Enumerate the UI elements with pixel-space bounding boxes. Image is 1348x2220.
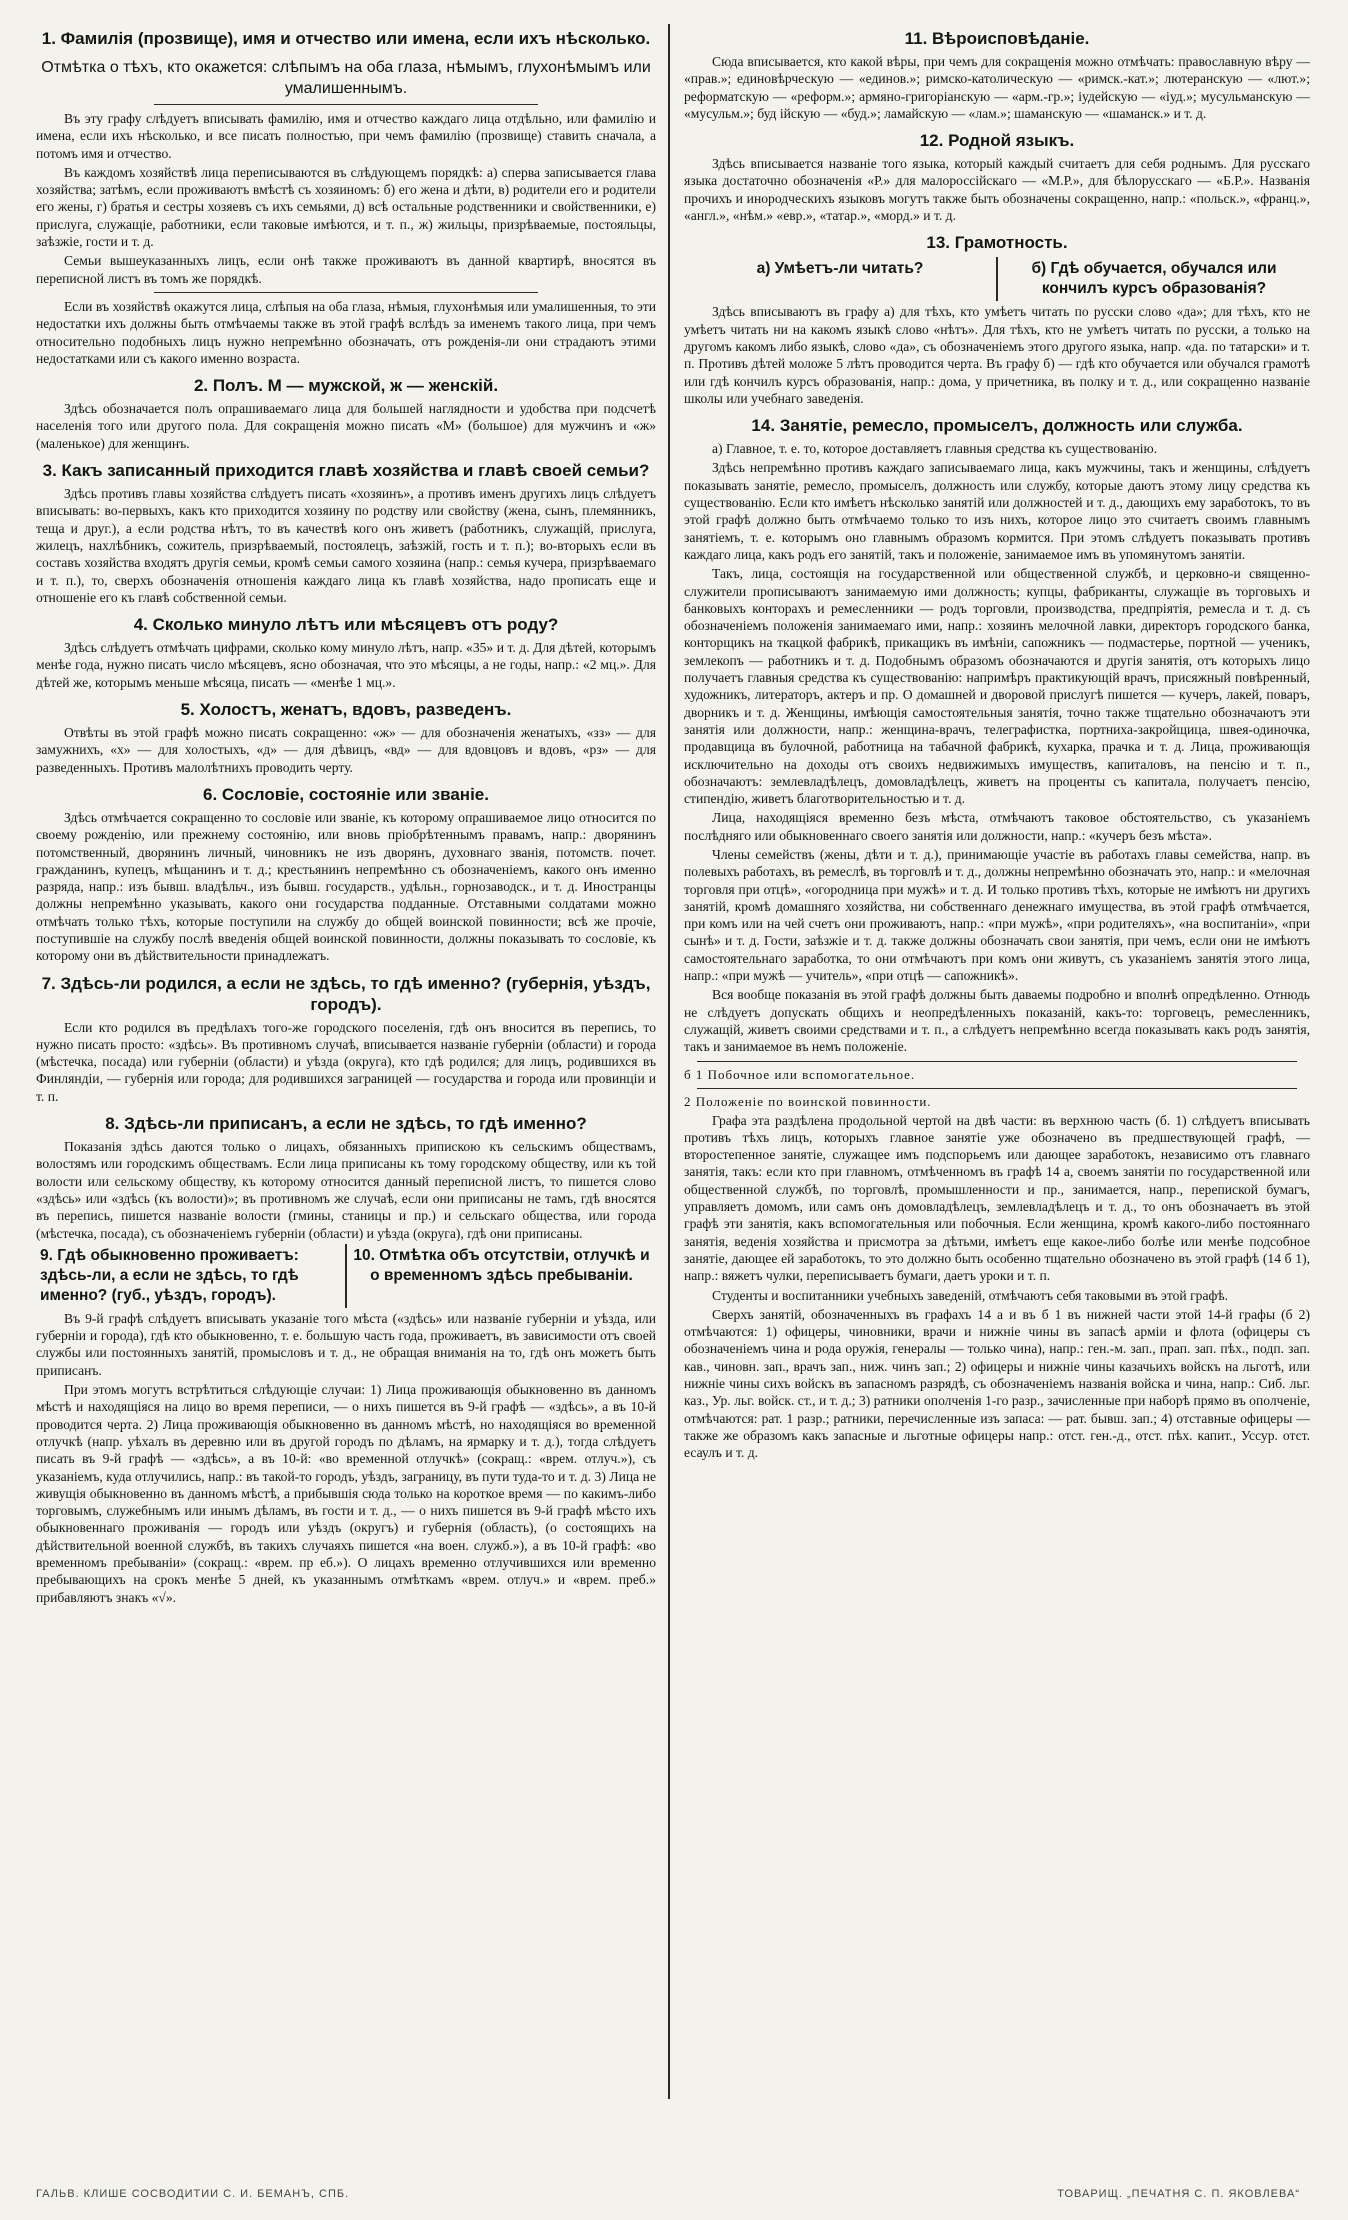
- section-14-paragraph: Лица, находящіяся временно безъ мѣста, отмѣчаютъ таковое обстоятельство, съ указаніемъ послѣдняго или обыкновеннаго своего занятія или должности, напр.: «кучеръ безъ мѣста».: [684, 810, 1310, 843]
- section-13-columns: [684, 257, 1310, 301]
- section-3-title: 3. Какъ записанный приходится главѣ хозяйства и главѣ своей семьи?: [42, 461, 650, 481]
- section-10-title: 10. Отмѣтка объ отсутствіи, отлучкѣ и о временномъ здѣсь пребываніи.: [353, 1246, 650, 1284]
- section-5-title: 5. Холостъ, женатъ, вдовъ, разведенъ.: [180, 700, 512, 720]
- section-12-paragraph: Здѣсь вписывается названіе того языка, который каждый считаетъ для себя роднымъ. Для русскаго языка достаточно обозначенія «Р.» для малороссійскаго — «М.Р.», для бѣлорусскаго — «Б.Р.». Названія прочихъ и инородческихъ языковъ могутъ также быть обозначены сокращенно, напр.: «польск.», «франц.», «англ.», «нѣм.» «евр.», «татар.», «морд.» и т. д.: [684, 156, 1310, 224]
- section-4-paragraph: Здѣсь слѣдуетъ отмѣчать цифрами, сколько кому минуло лѣтъ, напр. «35» и т. д. Для дѣтей, которымъ менѣе года, нужно писать число мѣсяцевъ, ясно обозначая, что это мѣсяцы, а не годы, напр.: «2 мц.». Для дѣтей же, которымъ меньше мѣсяца, писать — «менѣе 1 мц.».: [36, 640, 656, 690]
- section-1-paragraph: Семьи вышеуказанныхъ лицъ, если онѣ также проживаютъ въ данной квартирѣ, вносятся въ переписной листъ въ томъ же порядкѣ.: [36, 253, 656, 286]
- section-1-paragraph: Въ эту графу слѣдуетъ вписывать фамилію, имя и отчество каждаго лица отдѣльно, или фамилію и имена, если ихъ нѣсколько, и все писать полностью, при чемъ фамилію (прозвище) ставить сначала, а потомъ имя и отчество.: [36, 111, 656, 161]
- section-13-paragraph: Здѣсь вписываютъ въ графу а) для тѣхъ, кто умѣетъ читать по русски слово «да»; для тѣхъ, кто не умѣетъ читать ни на какомъ языкѣ слово «нѣтъ». Для тѣхъ, кто не умѣетъ читать по русски, а только на другомъ какомъ либо языкѣ, слово «да», съ обозначеніемъ этого другого языка, напр. «да. по татарски» и т. п. Противъ дѣтей моложе 5 лѣтъ проводится черта. Въ графу б) — гдѣ кто обучается или обучался грамотѣ или гдѣ кончилъ курсъ образованія, напр.: дома, у причетника, въ полку и т. д., или сокращенно названіе школы или учебнаго заведенія.: [684, 304, 1310, 406]
- section-8-paragraph: Показанія здѣсь даются только о лицахъ, обязанныхъ припискою къ сельскимъ обществамъ, волостямъ или городскимъ обществамъ. Если лица приписаны къ тому городскому обществу, или къ той волости или сельскому обществу, къ которому относится данный переписной листъ, то пишется слово «здѣсь» или «здѣсь (къ волости)»; въ противномъ же случаѣ, если они приписаны не тамъ, гдѣ вносятся въ перепись, пишется названіе волости (гмины, станицы и пр.) и сельскаго общества, или города (мѣстечка, посада), съ обозначеніемъ губерніи (области) и уѣзда (округа), гдѣ они приписаны.: [36, 1139, 656, 1241]
- section-divider: [697, 1088, 1298, 1089]
- section-14-title: 14. Занятіе, ремесло, промыселъ, должность или служба.: [751, 416, 1243, 436]
- section-14-b1-heading: б 1 Побочное или вспомогательное.: [684, 1066, 916, 1082]
- section-14-b2-heading: 2 Положеніе по воинской повинности.: [684, 1093, 932, 1109]
- section-1-paragraph: Если въ хозяйствѣ окажутся лица, слѣпыя на оба глаза, нѣмыя, глухонѣмыя или умалишенныя, то эти недостатки ихъ должны быть отмѣчаемы также въ этой графѣ вслѣдъ за именемъ такого лица, при чемъ относительно подобныхъ лицъ нужно непремѣнно обозначать, отъ рожденія-ли они страдаютъ этими недостатками или съ какого именно возраста.: [36, 298, 656, 366]
- column-divider: [668, 24, 670, 2099]
- section-1-subtitle: Отмѣтка о тѣхъ, кто окажется: слѣпымъ на оба глаза, нѣмымъ, глухонѣмымъ или умалишеннымъ.: [41, 59, 651, 97]
- right-column: [684, 20, 1310, 2135]
- section-14-subtitle: а) Главное, т. е. то, которое доставляетъ главныя средства къ существованію.: [712, 441, 1158, 457]
- section-8-title: 8. Здѣсь-ли приписанъ, а если не здѣсь, то гдѣ именно?: [105, 1114, 587, 1134]
- section-9-paragraph: При этомъ могутъ встрѣтиться слѣдующіе случаи: 1) Лица проживающія обыкновенно въ данномъ мѣстѣ и находящіяся на лицо во время переписи, — о нихъ пишется въ 9-й графѣ — «здѣсь», а въ 10-й проводится черта. 2) Лица проживающія обыкновенно въ данномъ мѣстѣ, но находящіяся во временной отлучкѣ (напр. уѣхалъ въ деревню или въ другой городъ по дѣламъ, на ярмарку и т. д.), тогда слѣдуетъ писать въ 9-й графѣ — «здѣсь», а въ 10-й: «во временной отлучкѣ» (сокращ.: «врем. отлуч.»), съ указаніемъ, куда отлучились, напр.: въ такой-то городъ, уѣздъ, заграницу, въ пути туда-то и т. д. 3) Лица не живущія обыкновенно въ данномъ мѣстѣ, а прибывшія сюда только на короткое время — по какимъ-либо торговымъ, служебнымъ или инымъ дѣламъ, въ гости и т. д., — о нихъ пишется въ 9-й графѣ мѣсто ихъ обыкновеннаго проживанія — городъ или уѣздъ (округъ) и губернія (область), (о состоящихъ на дѣйствительной военной службѣ, въ такихъ случаяхъ пишется «на воен. служб.»), а въ 10-й графѣ: «во временномъ пребываніи» (сокращ.: «врем. пр еб.»). О лицахъ временно отлучившихся или временно пребывающихъ на срокъ менѣе 5 дней, къ указаннымъ отмѣткамъ «врем. отлуч.» и «врем. преб.» прибавляютъ знакъ «√».: [36, 1382, 656, 1605]
- section-2-title: 2. Полъ. М — мужской, ж — женскій.: [193, 376, 499, 396]
- section-5-paragraph: Отвѣты въ этой графѣ можно писать сокращенно: «ж» — для обозначенія женатыхъ, «зз» — для замужнихъ, «х» — для холостыхъ, «д» — для дѣвицъ, «вд» — для вдовцовъ и вдовъ, «рз» — для разведенныхъ. Противъ малолѣтнихъ проводить черту.: [36, 725, 656, 775]
- section-7-title: 7. Здѣсь-ли родился, а если не здѣсь, то гдѣ именно? (губернія, уѣздъ, городъ).: [41, 973, 651, 1014]
- section-6-paragraph: Здѣсь отмѣчается сокращенно то сословіе или званіе, къ которому опрашиваемое лицо относится по своему рожденію, или прежнему состоянію, или вновь пріобрѣтеннымъ правамъ, напр.: дворянинъ потомственный, дворянинъ личный, чиновникъ не изъ дворянъ, духовнаго званія, потомств. почет. гражданинъ, купецъ, мѣщанинъ и т. д.; крестьянинъ непремѣнно съ обозначеніемъ, какого онъ именно разряда, напр.: изъ бывш. владѣльч., изъ бывш. государств., удѣльн., горнозаводск., и т. д. Иностранцы должны непремѣнно указывать, какого они государства подданные. Отставными солдатами можно отмѣчать только тѣхъ, которые поступили на службу до общей воинской повинности; всѣ же прочіе, поступившіе на службу послѣ введенія общей воинской повинности, должны показывать то сословіе, къ которому они въ дѣйствительности принадлежатъ.: [36, 809, 656, 964]
- section-4-title: 4. Сколько минуло лѣтъ или мѣсяцевъ отъ роду?: [133, 615, 559, 635]
- section-divider: [697, 1061, 1298, 1062]
- section-14-paragraph: Сверхъ занятій, обозначенныхъ въ графахъ 14 а и въ б 1 въ нижней части этой 14-й графы (б 2) отмѣчаются: 1) офицеры, чиновники, врачи и нижніе чины въ запасѣ арміи и флота (офицеры съ обозначеніемъ чина и рода оружія, генералы — только чина), напр.: ген.-м. зап., прап. зап. пѣх., подп. зап. кав., чиновн. зап., врачъ зап., ниж. чинъ зап.; 2) офицеры и нижніе чины казачьихъ войскъ на льготѣ, или нижніе чины сихъ войскъ въ запасномъ разрядѣ, съ обозначеніемъ названія войска и чина, напр.: Сиб. льг. каз., Ур. льг. войск. ст., и т. д.; 3) ратники ополченія 1-го разр., зачисленные при наборѣ прямо въ ополченіе, отмѣчаются: рат. 1 разр.; ратники, перечисленные изъ запаса: — рат. бывш. зап.; 4) отставные офицеры — также же образомъ какъ запасные и льготные офицеры напр.: отст. ген.-д., отст. пѣх. капит., Уссур. отст. есаулъ и т. д.: [684, 1306, 1310, 1461]
- section-3-paragraph: Здѣсь противъ главы хозяйства слѣдуетъ писать «хозяинъ», а противъ именъ другихъ лицъ слѣдуетъ вписывать: во-первыхъ, какъ кто приходится хозяину по родству или свойству (жена, сынъ, племянникъ, теща и друг.), а если родства нѣтъ, то въ качествѣ кого онъ живетъ (работникъ, служащій, прислуга, жилецъ, нахлѣбникъ, сожитель, призрѣваемый, постоялецъ, заѣзжій, гость и т. п.); во-вторыхъ если въ составъ хозяйства входятъ другія семьи, кромѣ семьи самого хозяина (напр.: семья кучера, призрѣваемаго и т. п.), то, сверхъ обозначенія отношенія каждаго лица къ главѣ хозяйства, надо прописать еще и отношеніе его къ главѣ собственной семьи.: [36, 486, 656, 605]
- section-7-paragraph: Если кто родился въ предѣлахъ того-же городского поселенія, гдѣ онъ вносится въ перепись, то нужно писать просто: «здѣсь». Въ противномъ случаѣ, вписывается названіе губерніи (области) и города (мѣстечка, посада) или губерніи (области) и уѣзда (округа), кто гдѣ родился; для лицъ, родившихся въ Финляндіи, — губернія или города; для родившихся заграницей — государства и города или провинціи и т. п.: [36, 1019, 656, 1104]
- section-14-paragraph: Графа эта раздѣлена продольной чертой на двѣ части: въ верхнюю часть (б. 1) слѣдуетъ вписывать противъ тѣхъ лицъ, которыхъ главное занятіе уже обозначено въ предшествующей графѣ, — второстепенное занятіе, служащее имъ подспорьемъ или дающее заработокъ, независимо отъ главнаго занятія, такъ: если кто при главномъ, отмѣченномъ въ графѣ 14 а, своемъ занятіи по государственной или общественной службѣ, по торговлѣ, промышленности и пр., занимается, напр., перепиской бумагъ, управляетъ домомъ, или самъ онъ домовладѣлецъ, землевладѣлецъ и т. д., то онъ обозначаетъ въ этой графѣ эти занятія, какъ вспомогательныя или побочныя. Если женщина, кромѣ какого-либо постояннаго занятія, веденія хозяйства и присмотра за дѣтьми, имѣетъ еще какое-либо болѣе или менѣе подсобное занятіе, дающее ей заработокъ, то это должно быть особенно тщательно обозначено въ этой графѣ (14 б 1), напр.: вяжетъ чулки, переписываетъ бумаги, даетъ уроки и т. п.: [684, 1112, 1310, 1284]
- section-divider: [154, 292, 538, 293]
- section-2-paragraph: Здѣсь обозначается полъ опрашиваемаго лица для большей наглядности и удобства при подсчетѣ населенія того или другого пола. Для сокращенія можно писать «М» (большое) для мужчинъ и «ж» (маленькое) для женщинъ.: [36, 401, 656, 451]
- section-13-title: 13. Грамотность.: [926, 233, 1068, 253]
- section-1-title: 1. Фамилія (прозвище), имя и отчество или имена, если ихъ нѣсколько.: [41, 29, 651, 48]
- left-column: [36, 20, 656, 2135]
- section-11-title: 11. Вѣроисповѣданіе.: [904, 29, 1090, 48]
- section-9-10-header: [36, 1244, 656, 1308]
- section-9-paragraph: Въ 9-й графѣ слѣдуетъ вписывать указаніе того мѣста («здѣсь» или названіе губерніи и уѣзда, или губерніи и города), гдѣ кто обыкновенно, т. е. большую часть года, проживаетъ, въ зависимости отъ своей службы или постоянныхъ занятій, промысловъ и т. д., не обращая вниманія на то, гдѣ онъ можетъ быть приписанъ.: [36, 1310, 656, 1378]
- section-divider: [154, 104, 538, 105]
- section-14-paragraph: Здѣсь непремѣнно противъ каждаго записываемаго лица, какъ мужчины, такъ и женщины, слѣдуетъ показывать занятіе, ремесло, промыселъ, должность или службу, которые даютъ этому лицу средства къ существованію. Если кто имѣетъ нѣсколько занятій или должностей и т. д., дающихъ ему заработокъ, то въ этой графѣ должно быть отмѣчаемо только то изъ нихъ, которое лицо это считаетъ своимъ главнымъ занятіемъ, т. е. которымъ оно главнымъ образомъ кормится. При этомъ слѣдуетъ показывать противъ каждаго лица, какъ родъ его занятій, такъ и положеніе, занимаемое имъ въ упомянутомъ занятіи.: [684, 460, 1310, 562]
- section-14-paragraph: Члены семействъ (жены, дѣти и т. д.), принимающіе участіе въ работахъ главы семейства, напр. въ полевыхъ работахъ, въ ремеслѣ, въ торговлѣ и т. д., должны непремѣнно обозначать это, напр.: и «мелочная торговля при отцѣ», «огородница при мужѣ» и т. д. И только противъ тѣхъ, которые не имѣютъ ни другихъ занятій, кромѣ домашняго хозяйства, ни собственнаго денежнаго имущества, въ этой графѣ отмѣчается, при комъ или на чей счетъ они проживаютъ, напр.: «при мужѣ», «при родителяхъ», «на воспитаніи», «при сынѣ» и т. д. Гости, заѣзжіе и т. д. также должны обозначать свои занятія, при чемъ, если они не имѣютъ самостоятельнаго заработка, то они отмѣчаютъ при комъ они живутъ, съ указаніемъ занятія этого лица, напр.: «при мужѣ — учитель», «при отцѣ — сапожникѣ».: [684, 846, 1310, 984]
- section-6-title: 6. Сословіе, состояніе или званіе.: [203, 784, 489, 804]
- printer-credit-right: ТОВАРИЩ. „ПЕЧАТНЯ С. П. ЯКОВЛЕВА“: [1057, 2188, 1300, 2200]
- section-12-title: 12. Родной языкъ.: [919, 131, 1075, 151]
- literacy-read-column: а) Умѣетъ-ли читать?: [756, 260, 924, 278]
- section-14-paragraph: Такъ, лица, состоящія на государственной или общественной службѣ, и церковно-и священно-служители прописываютъ занимаемую ими должность; купцы, фабриканты, служащіе въ торговыхъ и банковыхъ конторахъ и ремесленники — родъ торговли, производства, предпріятія, ремесла и т. д. съ обозначеніемъ положенія занимаемаго ими, напр.: хозяинъ мелочной лавки, директоръ городского банка, конторщикъ на ткацкой фабрикѣ, прикащикъ въ имѣніи, сапожникъ — подмастерье, портной — ученикъ, землекопъ — работникъ и т. д. Подобнымъ образомъ обозначаются и другія занятія, отъ которыхъ лицо получаетъ главныя средства къ существованію: напримѣръ практикующій врачъ, присяжный повѣренный, художникъ, литераторъ, актеръ и пр. О домашней и дворовой прислугѣ пишется — кучеръ, лакей, поваръ, дворникъ и т. д. Женщины, имѣющія самостоятельныя занятія, точно также тщательно обозначаютъ эти занятія или должности, напр.: женщина-врачъ, телеграфистка, портниха-закройщица, швея-одиночка, продавщица въ булочной, работница на табачной фабрикѣ, кухарка, прачка и т. д. Лица, проживающія исключительно на доходы отъ своихъ недвижимыхъ имуществъ, капиталовъ, на пенсію и т. п., обозначаютъ: землевладѣлецъ, домовладѣлецъ, живетъ на проценты съ капитала, получаетъ пенсію, стипендію, живетъ благотворительностью и т. д.: [684, 566, 1310, 807]
- section-14-paragraph: Студенты и воспитанники учебныхъ заведеній, отмѣчаютъ себя таковыми въ этой графѣ.: [712, 1287, 1229, 1303]
- section-9-title: 9. Гдѣ обыкновенно проживаетъ: здѣсь-ли, а если не здѣсь, то гдѣ именно? (губ., уѣздъ, городъ).: [40, 1246, 299, 1304]
- section-14-paragraph: Вся вообще показанія въ этой графѣ должны быть даваемы подробно и вполнѣ опредѣленно. Отнюдь не слѣдуетъ допускать общихъ и неопредѣленныхъ показаній, какъ-то: торговецъ, ремесленникъ, служащій, живетъ своими средствами и т. п., а слѣдуетъ непремѣнно всегда показывать какъ родъ занятія, такъ и занимаемое въ немъ положеніе.: [684, 987, 1310, 1055]
- section-1-paragraph: Въ каждомъ хозяйствѣ лица переписываются въ слѣдующемъ порядкѣ: а) сперва записывается глава хозяйства; затѣмъ, если проживаютъ вмѣстѣ съ хозяиномъ: б) его жена и дѣти, в) родители его и родители его жены, г) братья и сестры хозяевъ съ ихъ семьями, д) всѣ остальные родственники и свойственники, е) прислуга, служащіе, работники, если таковые имѣются, и т. п., ж) жильцы, призрѣваемые, постояльцы, заѣзжіе, гости и т. д.: [36, 164, 656, 250]
- section-11-paragraph: Сюда вписывается, кто какой вѣры, при чемъ для сокращенія можно отмѣчать: православную вѣру — «прав.»; единовѣрческую — «единов.»; римско-католическую — «римск.-кат.»; лютеранскую — «лют.»; реформатскую — «реформ.»; армяно-григоріанскую — «арм.-гр.»; іудейскую — «іуд.»; мусульманскую — «мусульм.»; буд ійскую — «буд.»; ламайскую — «лам.»; шаманскую — «шаманск.» и т. д.: [684, 54, 1310, 121]
- printer-credit-left: ГАЛЬВ. КЛИШЕ СОСВОДИТИИ С. И. БЕМАНЪ, СПБ.: [36, 2188, 350, 2200]
- literacy-education-column: б) Гдѣ обучается, обучался или кончилъ курсъ образованія?: [1031, 260, 1277, 298]
